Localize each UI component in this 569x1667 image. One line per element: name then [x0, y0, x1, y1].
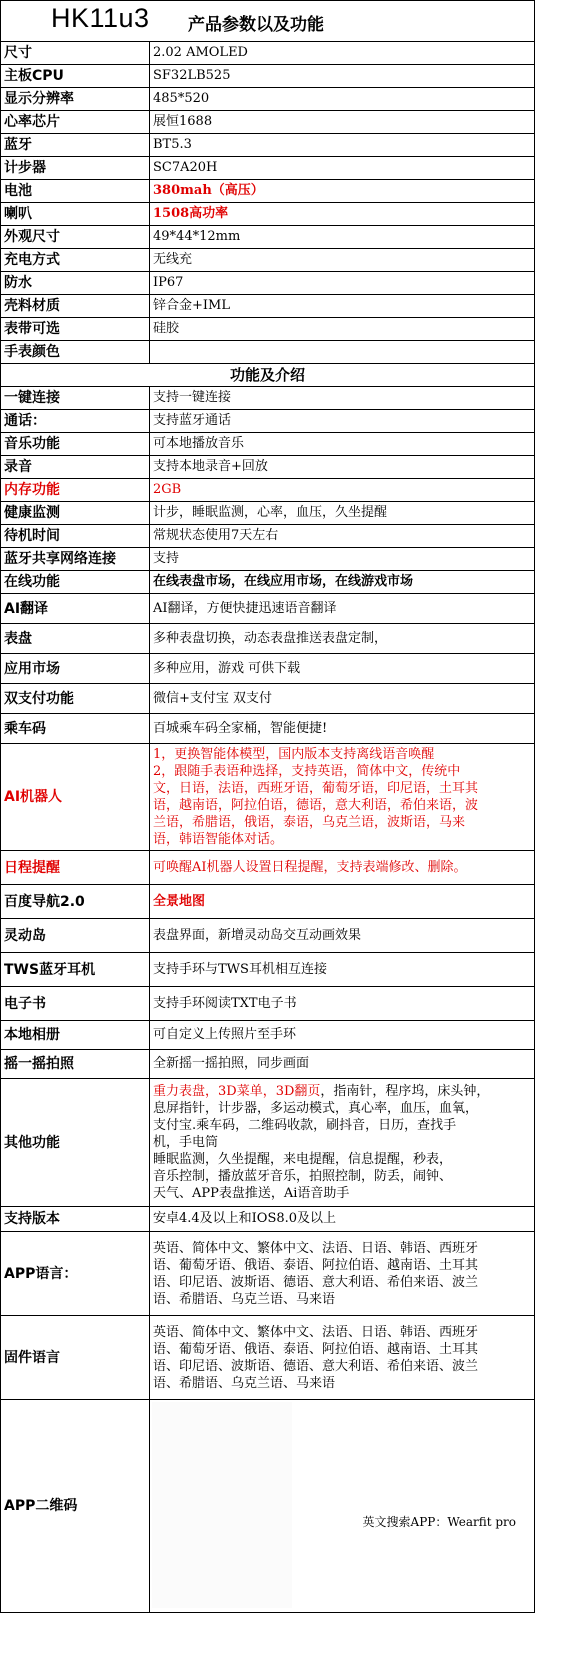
table-row	[1, 851, 535, 885]
qr-code-image	[152, 1402, 292, 1608]
feature-key: 日程提醒	[1, 851, 150, 885]
table-row	[1, 525, 535, 548]
feature-key: 电子书	[1, 987, 150, 1021]
feature-value: 支持蓝牙通话	[150, 410, 535, 433]
section-title: 功能及介绍	[1, 364, 535, 387]
feature-value: 支持本地录音+回放	[150, 456, 535, 479]
feature-value: 计步，睡眠监测，心率，血压，久坐提醒	[150, 502, 535, 525]
feature-value: 多种表盘切换，动态表盘推送表盘定制，	[150, 624, 535, 654]
text-line: 语、希腊语、乌克兰语、马来语	[153, 1375, 336, 1391]
table-row	[1, 684, 535, 714]
feature-key: 健康监测	[1, 502, 150, 525]
spec-value: SF32LB525	[150, 65, 535, 88]
text-line: 英语、简体中文、繁体中文、法语、日语、韩语、西班牙	[153, 1324, 479, 1340]
spec-key: 显示分辨率	[1, 88, 150, 111]
table-row	[1, 1400, 535, 1613]
feature-value: 支持手环阅读TXT电子书	[150, 987, 535, 1021]
feature-key: 音乐功能	[1, 433, 150, 456]
spec-value: SC7A20H	[150, 157, 535, 180]
line-rest: ，指南针，程序坞，床头钟，	[320, 1084, 490, 1099]
text-line: 语、印尼语、波斯语、德语、意大利语、希伯来语、波兰	[153, 1358, 479, 1374]
feature-key: 内存功能	[1, 479, 150, 502]
feature-value: 全新摇一摇拍照，同步画面	[150, 1050, 535, 1079]
model-name: HK11u3	[51, 3, 150, 33]
app-search-text: 英文搜索APP：Wearfit pro	[362, 1515, 516, 1529]
spec-value	[150, 341, 535, 364]
qr-code-cell	[150, 1400, 535, 1613]
feature-key: 录音	[1, 456, 150, 479]
text-line: 2，跟随手表语种选择，支持英语，简体中文，传统中	[153, 764, 461, 779]
spec-key: 喇叭	[1, 203, 150, 226]
feature-value: 全景地图	[150, 885, 535, 919]
text-line: 兰语，希腊语，俄语，泰语，乌克兰语，波斯语，马来	[153, 815, 466, 830]
feature-key: APP语言：	[1, 1232, 150, 1316]
spec-key: 充电方式	[1, 249, 150, 272]
spec-key: 心率芯片	[1, 111, 150, 134]
feature-key: 乘车码	[1, 714, 150, 744]
feature-key: 本地相册	[1, 1021, 150, 1050]
feature-key: 其他功能	[1, 1079, 150, 1207]
highlight-text: 重力表盘，3D菜单，3D翻页	[153, 1084, 321, 1099]
spec-key: 防水	[1, 272, 150, 295]
feature-key: AI机器人	[1, 744, 150, 851]
table-row	[1, 203, 535, 226]
table-row	[1, 295, 535, 318]
table-row	[1, 111, 535, 134]
spec-value: 380mah（高压）	[150, 180, 535, 203]
table-row	[1, 571, 535, 594]
feature-value	[150, 1232, 535, 1316]
feature-value: 可自定义上传照片至手环	[150, 1021, 535, 1050]
feature-key: 一键连接	[1, 387, 150, 410]
spec-key: 表带可选	[1, 318, 150, 341]
feature-value: AI翻译，方便快捷迅速语音翻译	[150, 594, 535, 624]
table-row	[1, 456, 535, 479]
spec-key: 外观尺寸	[1, 226, 150, 249]
table-row	[1, 1079, 535, 1207]
feature-key: 灵动岛	[1, 919, 150, 953]
table-row	[1, 341, 535, 364]
feature-value: 百城乘车码全家桶，智能便捷!	[150, 714, 535, 744]
table-row	[1, 594, 535, 624]
table-row	[1, 134, 535, 157]
table-row	[1, 42, 535, 65]
feature-key: 应用市场	[1, 654, 150, 684]
table-row	[1, 318, 535, 341]
table-row	[1, 65, 535, 88]
text-line: 1，更换智能体模型，国内版本支持离线语音唤醒	[153, 747, 435, 762]
text-line: 文，日语，法语，西班牙语，葡萄牙语，印尼语，土耳其	[153, 781, 479, 796]
text-line: 语，韩语智能体对话。	[153, 832, 284, 847]
feature-value: 表盘界面，新增灵动岛交互动画效果	[150, 919, 535, 953]
spec-value: 1508高功率	[150, 203, 535, 226]
table-row	[1, 502, 535, 525]
spec-key: 手表颜色	[1, 341, 150, 364]
table-row	[1, 479, 535, 502]
feature-key: APP二维码	[1, 1400, 150, 1613]
spec-value: 485*520	[150, 88, 535, 111]
feature-value: 2GB	[150, 479, 535, 502]
spec-key: 壳料材质	[1, 295, 150, 318]
spec-value: IP67	[150, 272, 535, 295]
feature-key: 摇一摇拍照	[1, 1050, 150, 1079]
text-line: 语、葡萄牙语、俄语、泰语、阿拉伯语、越南语、土耳其	[153, 1257, 479, 1273]
table-row	[1, 744, 535, 851]
table-row	[1, 433, 535, 456]
spec-value: 2.02 AMOLED	[150, 42, 535, 65]
feature-key: 通话：	[1, 410, 150, 433]
table-row	[1, 885, 535, 919]
feature-key: 百度导航2.0	[1, 885, 150, 919]
feature-key: 支持版本	[1, 1207, 150, 1232]
feature-key: 表盘	[1, 624, 150, 654]
spec-value: BT5.3	[150, 134, 535, 157]
table-row	[1, 180, 535, 203]
feature-value: 在线表盘市场，在线应用市场，在线游戏市场	[150, 571, 535, 594]
text-line: 语，越南语，阿拉伯语，德语，意大利语，希伯来语，波	[153, 798, 479, 813]
text-line: 息屏指针，计步器，多运动模式，真心率，血压，血氧，	[153, 1101, 479, 1116]
text-line: 语、希腊语、乌克兰语、马来语	[153, 1291, 336, 1307]
header-subtitle: 产品参数以及功能	[188, 15, 324, 35]
text-line: 英语、简体中文、繁体中文、法语、日语、韩语、西班牙	[153, 1240, 479, 1256]
text-line: 音乐控制，播放蓝牙音乐，拍照控制，防丢，闹钟、	[153, 1169, 453, 1184]
feature-value	[150, 1316, 535, 1400]
spec-value: 硅胶	[150, 318, 535, 341]
feature-value: 安卓4.4及以上和IOS8.0及以上	[150, 1207, 535, 1232]
spec-key: 计步器	[1, 157, 150, 180]
spec-key: 电池	[1, 180, 150, 203]
feature-value: 可本地播放音乐	[150, 433, 535, 456]
table-row	[1, 654, 535, 684]
feature-value: 可唤醒AI机器人设置日程提醒，支持表端修改、删除。	[150, 851, 535, 885]
spec-value: 49*44*12mm	[150, 226, 535, 249]
feature-key: 蓝牙共享网络连接	[1, 548, 150, 571]
table-row	[1, 714, 535, 744]
table-row	[1, 624, 535, 654]
table-row	[1, 410, 535, 433]
table-row	[1, 987, 535, 1021]
feature-key: 双支付功能	[1, 684, 150, 714]
spec-table	[0, 41, 535, 1613]
spec-value: 锌合金+IML	[150, 295, 535, 318]
table-row	[1, 1316, 535, 1400]
table-row	[1, 1207, 535, 1232]
text-line	[153, 1083, 531, 1100]
feature-value	[150, 1079, 535, 1207]
header	[0, 0, 535, 42]
table-row	[1, 953, 535, 987]
spec-key: 尺寸	[1, 42, 150, 65]
table-row	[1, 249, 535, 272]
text-line: 天气、APP表盘推送，Ai语音助手	[153, 1186, 350, 1201]
table-row	[1, 1050, 535, 1079]
feature-key: 固件语言	[1, 1316, 150, 1400]
text-line: 机，手电筒	[153, 1135, 219, 1150]
feature-key: TWS蓝牙耳机	[1, 953, 150, 987]
table-row	[1, 88, 535, 111]
feature-value: 支持手环与TWS耳机相互连接	[150, 953, 535, 987]
table-row	[1, 387, 535, 410]
text-line: 语、印尼语、波斯语、德语、意大利语、希伯来语、波兰	[153, 1274, 479, 1290]
spec-value: 展恒1688	[150, 111, 535, 134]
feature-value: 常规状态使用7天左右	[150, 525, 535, 548]
table-row	[1, 1021, 535, 1050]
text-line: 支付宝.乘车码，二维码收款，刷抖音，日历，查找手	[153, 1118, 457, 1133]
table-row	[1, 1232, 535, 1316]
spec-key: 蓝牙	[1, 134, 150, 157]
feature-key: AI翻译	[1, 594, 150, 624]
feature-value: 多种应用，游戏 可供下载	[150, 654, 535, 684]
feature-value: 支持一键连接	[150, 387, 535, 410]
text-line: 睡眠监测，久坐提醒，来电提醒，信息提醒，秒表，	[153, 1152, 453, 1167]
table-row	[1, 226, 535, 249]
spec-value: 无线充	[150, 249, 535, 272]
table-row	[1, 548, 535, 571]
text-line: 语、葡萄牙语、俄语、泰语、阿拉伯语、越南语、土耳其	[153, 1341, 479, 1357]
feature-value: 微信+支付宝 双支付	[150, 684, 535, 714]
feature-key: 在线功能	[1, 571, 150, 594]
table-row	[1, 272, 535, 295]
table-row	[1, 157, 535, 180]
feature-value: 支持	[150, 548, 535, 571]
table-row	[1, 919, 535, 953]
feature-value	[150, 744, 535, 851]
spec-key: 主板CPU	[1, 65, 150, 88]
feature-key: 待机时间	[1, 525, 150, 548]
section-row	[1, 364, 535, 387]
